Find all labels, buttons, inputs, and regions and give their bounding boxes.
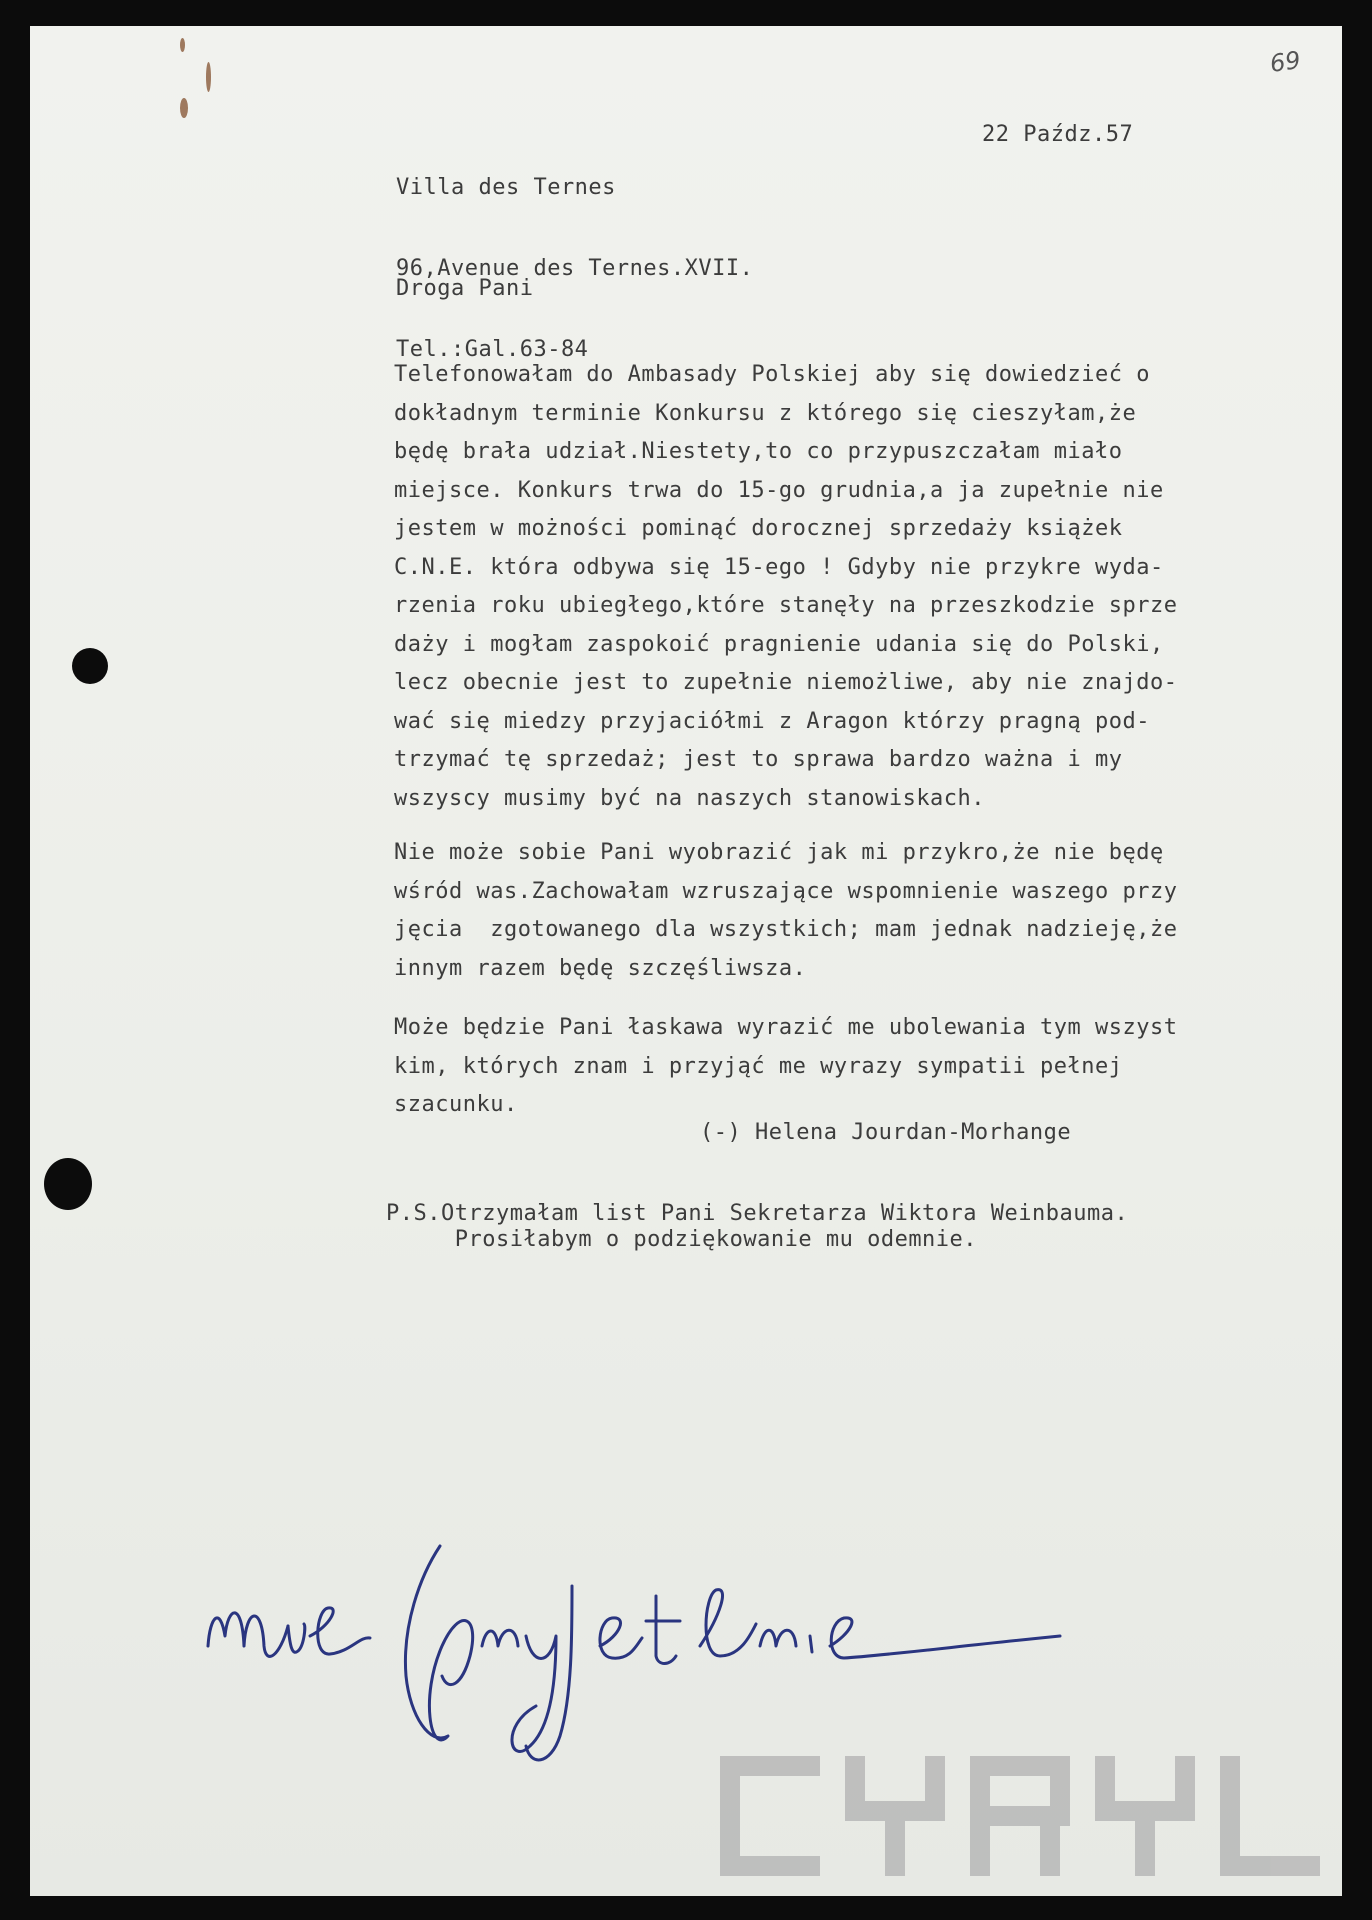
cyryl-watermark — [720, 1756, 1340, 1876]
rust-stain — [180, 38, 185, 52]
handwritten-note — [180, 1496, 1080, 1796]
punch-hole — [72, 648, 108, 684]
page-number: 69 — [1268, 46, 1303, 78]
postscript: P.S.Otrzymałam list Pani Sekretarza Wiktora Weinbauma. Prosiłabym o podziękowanie mu odemnie. — [386, 1201, 1129, 1252]
handwritten-note-text: nie przyjechała — [180, 1791, 187, 1792]
letter-page — [30, 26, 1342, 1896]
address-line: Villa des Ternes — [396, 175, 616, 200]
punch-hole — [44, 1158, 92, 1210]
address-line: Tel.:Gal.63-84 — [396, 337, 589, 362]
body-paragraph: Nie może sobie Pani wyobrazić jak mi przykro,że nie będę wśród was.Zachowałam wzruszające wspomnienie waszego przy jęcia zgotowanego dla wszystkich; mam jednak nadzieję,że innym razem będę szczęśliwsza. — [394, 840, 1178, 981]
rust-stain — [180, 98, 188, 118]
greeting: Droga Pani — [396, 276, 534, 301]
signature: (-) Helena Jourdan-Morhange — [700, 1120, 1072, 1145]
letter-date: 22 Paźdz.57 — [982, 122, 1134, 147]
body-paragraph: Może będzie Pani łaskawa wyrazić me ubolewania tym wszyst kim, których znam i przyjąć me wyrazy sympatii pełnej szacunku. — [394, 1015, 1178, 1117]
body-paragraph: Telefonowałam do Ambasady Polskiej aby się dowiedzieć o dokładnym terminie Konkursu z którego się cieszyłam,że będę brała udział.Niestety,to co przypuszczałam miało miejsce. Konkurs trwa do 15-go grudnia,a ja zupełnie nie jestem w możności pominąć dorocznej sprzedaży książek C.N.E. która odbywa się 15-ego ! Gdyby nie przykre wyda- rzenia roku ubiegłego,które stanęły na przeszkodzie sprze daży i mogłam zaspokoić pragnienie udania się do Polski, lecz obecnie jest to zupełnie niemożliwe, aby nie znajdo- wać się miedzy przyjaciółmi z Aragon którzy pragną pod- trzymać tę sprzedaż; jest to sprawa bardzo ważna i my wszyscy musimy być na naszych stanowiskach. — [394, 362, 1178, 811]
rust-stain — [206, 62, 211, 92]
address-line: 96,Avenue des Ternes.XVII. — [396, 256, 754, 281]
